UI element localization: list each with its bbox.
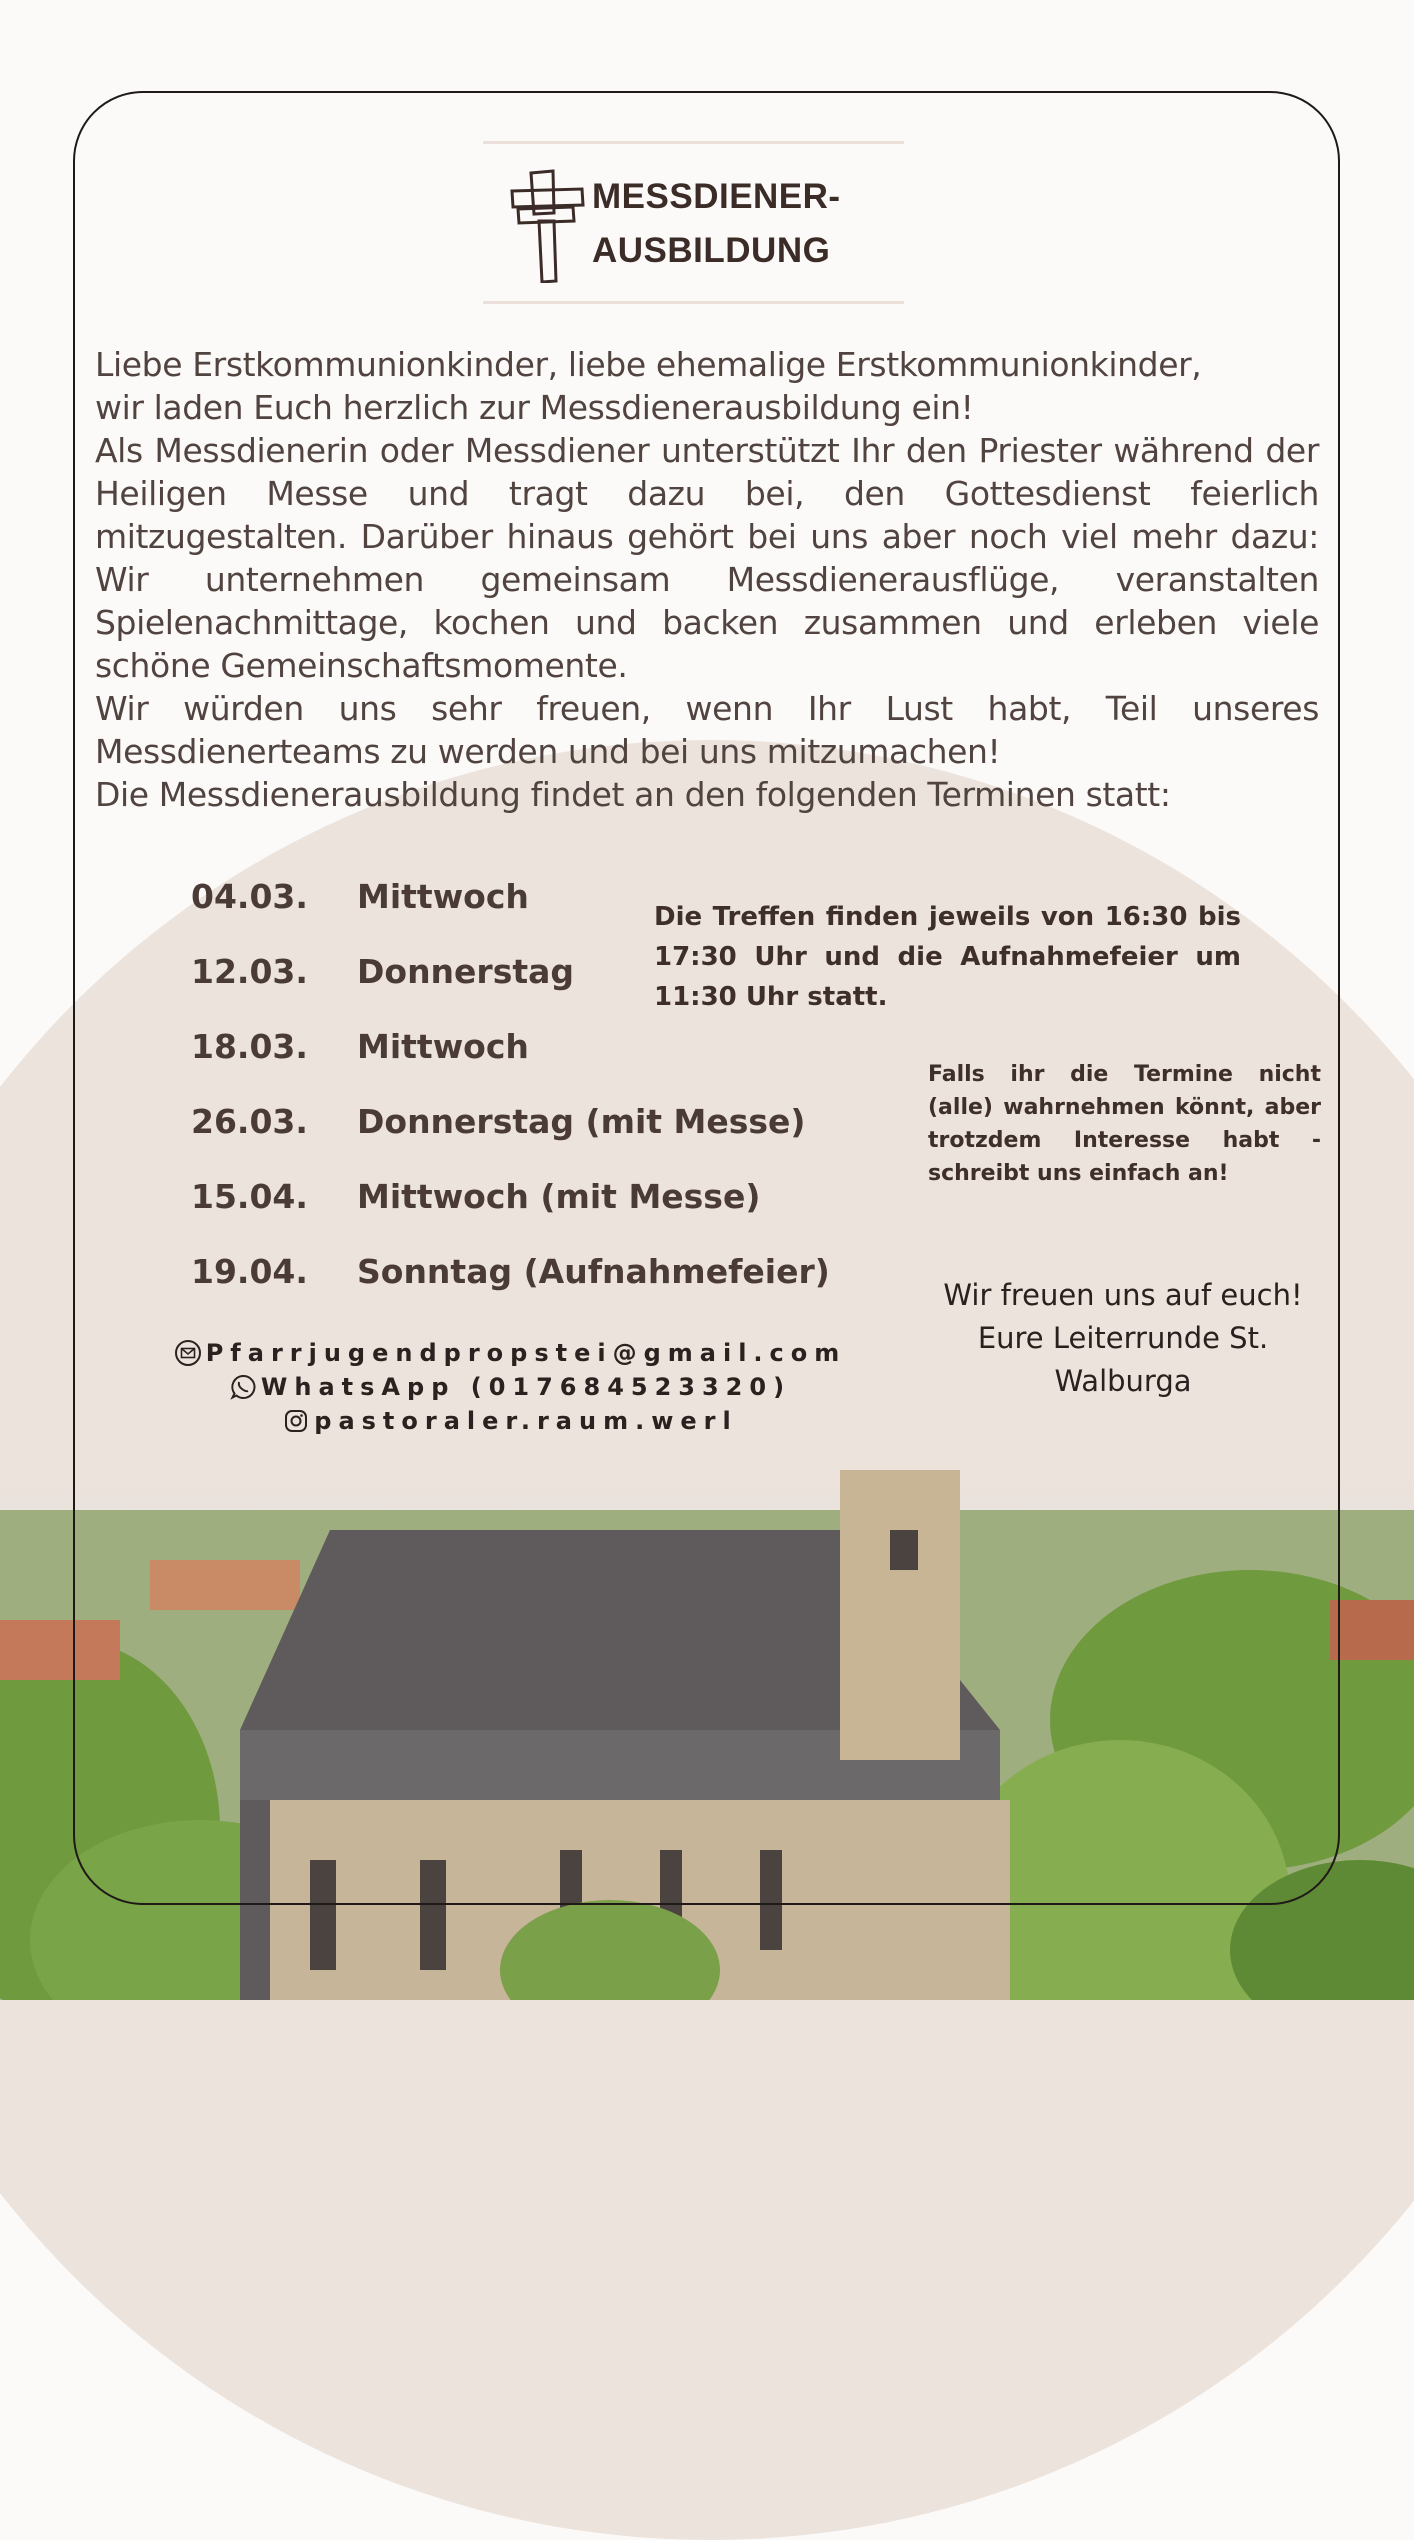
date-value: 26.03. <box>191 1102 308 1141</box>
instagram-handle[interactable]: pastoraler.raum.werl <box>314 1407 738 1435</box>
logo-title <box>592 170 841 278</box>
date-day: Donnerstag (mit Messe) <box>357 1102 806 1141</box>
date-value: 19.04. <box>191 1252 308 1291</box>
contact-note: Falls ihr die Termine nicht (alle) wahrnehmen könnt, aber trotzdem Interesse habt - schreibt uns einfach an! <box>928 1062 1321 1186</box>
date-day: Mittwoch (mit Messe) <box>357 1177 761 1216</box>
greeting-line1: Wir freuen uns auf euch! <box>943 1278 1303 1312</box>
date-value: 15.04. <box>191 1177 308 1216</box>
email-icon <box>174 1339 202 1367</box>
date-day: Sonntag (Aufnahmefeier) <box>357 1252 830 1291</box>
whatsapp-number[interactable]: WhatsApp (017684523320) <box>260 1373 792 1401</box>
intro-dates-intro: Die Messdienerausbildung findet an den folgenden Terminen statt: <box>95 775 1171 814</box>
intro-closing: Wir würden uns sehr freuen, wenn Ihr Lust habt, Teil unseres Messdienerteams zu werden und bei uns mitzumachen! <box>95 689 1319 771</box>
meeting-times-note: Die Treffen finden jeweils von 16:30 bis 17:30 Uhr und die Aufnahmefeier um 11:30 Uhr statt. <box>654 902 1241 1012</box>
greeting-line2: Eure Leiterrunde St. <box>977 1321 1269 1355</box>
contact-block <box>80 1336 940 1438</box>
instagram-line[interactable] <box>80 1404 940 1438</box>
greeting-line3: Walburga <box>1054 1364 1192 1398</box>
email-line[interactable] <box>80 1336 940 1370</box>
cross-icon <box>509 169 587 283</box>
whatsapp-icon <box>229 1373 257 1401</box>
date-row <box>191 1177 871 1252</box>
date-day: Mittwoch <box>357 877 529 916</box>
date-value: 18.03. <box>191 1027 308 1066</box>
date-day: Mittwoch <box>357 1027 529 1066</box>
date-value: 12.03. <box>191 952 308 991</box>
email-address[interactable]: Pfarrjugendpropstei@gmail.com <box>205 1339 847 1367</box>
intro-description: Als Messdienerin oder Messdiener unterstützt Ihr den Priester während der Heiligen Messe und tragt dazu bei, den Gottesdienst feierlich mitzugestalten. Darüber hinaus gehört bei uns aber noch viel mehr dazu: Wir unternehmen gemeinsam Messdienerausflüge, veranstalten Spielenachmittage, kochen und backen zusammen und erleben viele schöne Gemeinschaftsmomente. <box>95 431 1319 685</box>
date-day: Donnerstag <box>357 952 575 991</box>
logo <box>483 141 904 304</box>
closing-greeting <box>918 1274 1328 1403</box>
intro-invitation: wir laden Euch herzlich zur Messdienerausbildung ein! <box>95 388 974 427</box>
instagram-icon <box>282 1407 310 1435</box>
date-row <box>191 1252 871 1327</box>
intro-text <box>95 343 1319 816</box>
logo-title-line1: MESSDIENER- <box>592 177 841 216</box>
date-row <box>191 1027 871 1102</box>
whatsapp-line[interactable] <box>80 1370 940 1404</box>
date-row <box>191 1102 871 1177</box>
logo-title-line2: AUSBILDUNG <box>592 231 831 270</box>
date-value: 04.03. <box>191 877 308 916</box>
intro-greeting: Liebe Erstkommunionkinder, liebe ehemalige Erstkommunionkinder, <box>95 345 1202 384</box>
